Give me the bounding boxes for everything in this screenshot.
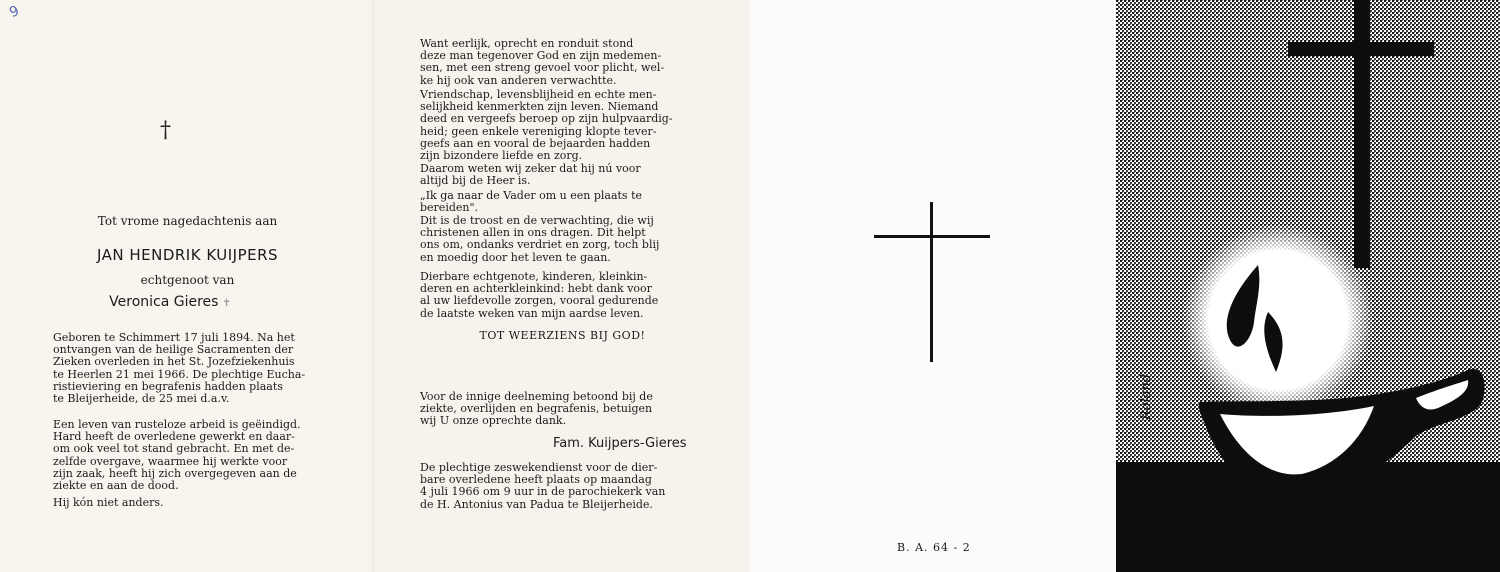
- text-line: deed en vergeefs beroep op zijn hulpvaardig-: [420, 112, 673, 126]
- text-line: zelfde overgave, waarmee hij werkte voor: [53, 454, 288, 468]
- birth-death-paragraph: [53, 332, 337, 405]
- text-line: Hard heeft de overledene gewerkt en daar-: [53, 430, 295, 444]
- family-signature: Fam. Kuijpers-Gieres: [553, 436, 687, 451]
- pencil-cross-icon: ✝: [222, 298, 231, 309]
- middle-page: [375, 0, 750, 572]
- text-line: selijkheid kenmerkten zijn leven. Niemand: [420, 100, 659, 114]
- text-line: en moedig door het leven te gaan.: [420, 250, 611, 264]
- text-line: Zieken overleden in het St. Jozefziekenhuis: [53, 355, 295, 369]
- life-paragraph: [53, 419, 337, 492]
- text-line: te Heerlen 21 mei 1966. De plechtige Eucha-: [53, 367, 306, 381]
- text-line: Dit is de troost en de verwachting, die wij: [420, 214, 654, 227]
- text-line: ziekte, overlijden en begrafenis, betuigen: [420, 402, 653, 416]
- text-line: bereiden".: [420, 201, 479, 215]
- text-line: Vriendschap, levensblijheid en echte men-: [420, 88, 657, 101]
- text-line: zijn zaak, heeft hij zich overgegeven aan de: [53, 466, 297, 480]
- text-line: 4 juli 1966 om 9 uur in de parochiekerk van: [420, 485, 666, 499]
- text-line: heid; geen enkele vereniging klopte tever-: [420, 124, 657, 138]
- thanks-paragraph: [420, 391, 703, 428]
- light-halo: [1182, 224, 1374, 416]
- honesty-paragraph: [420, 38, 703, 87]
- text-line: Want eerlijk, oprecht en ronduit stond: [420, 37, 634, 50]
- text-line: ristieviering en begrafenis hadden plaats: [53, 379, 283, 393]
- text-line: ontvangen van de heilige Sacramenten der: [53, 343, 294, 357]
- bible-quote: [420, 190, 703, 214]
- cross-horizontal-bar: [1288, 42, 1434, 56]
- text-line: „Ik ga naar de Vader om u een plaats te: [420, 189, 643, 202]
- farewell-paragraph: [420, 271, 703, 320]
- text-line: Een leven van rusteloze arbeid is geëindigd.: [53, 418, 301, 431]
- could-not-otherwise-line: Hij kón niet anders.: [53, 496, 164, 509]
- back-page: [750, 0, 1116, 572]
- left-page: [0, 0, 375, 572]
- large-cross-bar: [874, 235, 990, 238]
- corner-pencil-mark: 9: [7, 2, 22, 22]
- reunite-text: TOT WEERZIENS BIJ GOD!: [479, 329, 646, 342]
- text-line: de H. Antonius van Padua te Bleijerheide.: [420, 497, 653, 511]
- comfort-paragraph: [420, 215, 703, 264]
- cover-artwork: [1116, 0, 1500, 572]
- spouse-name-line: [0, 294, 340, 310]
- text-line: deze man tegenover God en zijn medemen-: [420, 49, 662, 63]
- text-line: christenen allen in ons dragen. Dit helpt: [420, 226, 646, 240]
- text-line: Daarom weten wij zeker dat hij nú voor: [420, 162, 641, 175]
- text-line: deren en achterkleinkind: hebt dank voor: [420, 282, 652, 296]
- text-line: altijd bij de Heer is.: [420, 174, 531, 188]
- small-cross-icon: †: [160, 118, 171, 143]
- spouse-label: echtgenoot van: [140, 273, 235, 287]
- text-line: Voor de innige deelneming betoond bij de: [420, 390, 653, 403]
- deceased-name: JAN HENDRIK KUIJPERS: [96, 246, 279, 264]
- text-line: geefs aan en vooral de bejaarden hadden: [420, 136, 651, 150]
- text-line: te Bleijerheide, de 25 mei d.a.v.: [53, 392, 230, 406]
- card-code: B. A. 64 - 2: [897, 541, 971, 554]
- text-line: Dierbare echtgenote, kinderen, kleinkin-: [420, 270, 648, 283]
- text-line: al uw liefdevolle zorgen, vooral gedurende: [420, 294, 659, 308]
- text-line: ziekte en aan de dood.: [53, 479, 179, 493]
- text-line: sen, met een streng gevoel voor plicht, wel-: [420, 61, 665, 75]
- certainty-paragraph: [420, 163, 703, 187]
- text-line: zijn bizondere liefde en zorg.: [420, 149, 583, 163]
- text-line: ons om, ondanks verdriet en zorg, toch blij: [420, 238, 660, 252]
- text-line: De plechtige zeswekendienst voor de dier-: [420, 461, 658, 474]
- text-line: wij U onze oprechte dank.: [420, 414, 567, 428]
- text-line: de laatste weken van mijn aardse leven.: [420, 306, 644, 320]
- text-line: bare overledene heeft plaats op maandag: [420, 473, 652, 487]
- spouse-name: Veronica Gieres: [109, 294, 219, 310]
- large-cross-icon: [930, 202, 933, 362]
- text-line: om ook veel tot stand gebracht. En met de-: [53, 442, 295, 456]
- reunite-heading: [375, 329, 750, 342]
- memorial-mass-paragraph: [420, 462, 703, 511]
- cross-vertical-bar: [1354, 0, 1370, 268]
- text-line: Geboren te Schimmert 17 juli 1894. Na het: [53, 331, 295, 344]
- artist-signature: Roland: [1139, 373, 1154, 420]
- memory-line: Tot vrome nagedachtenis aan: [97, 214, 278, 228]
- text-line: ke hij ook van anderen verwachtte.: [420, 73, 617, 87]
- friendship-paragraph: [420, 89, 703, 162]
